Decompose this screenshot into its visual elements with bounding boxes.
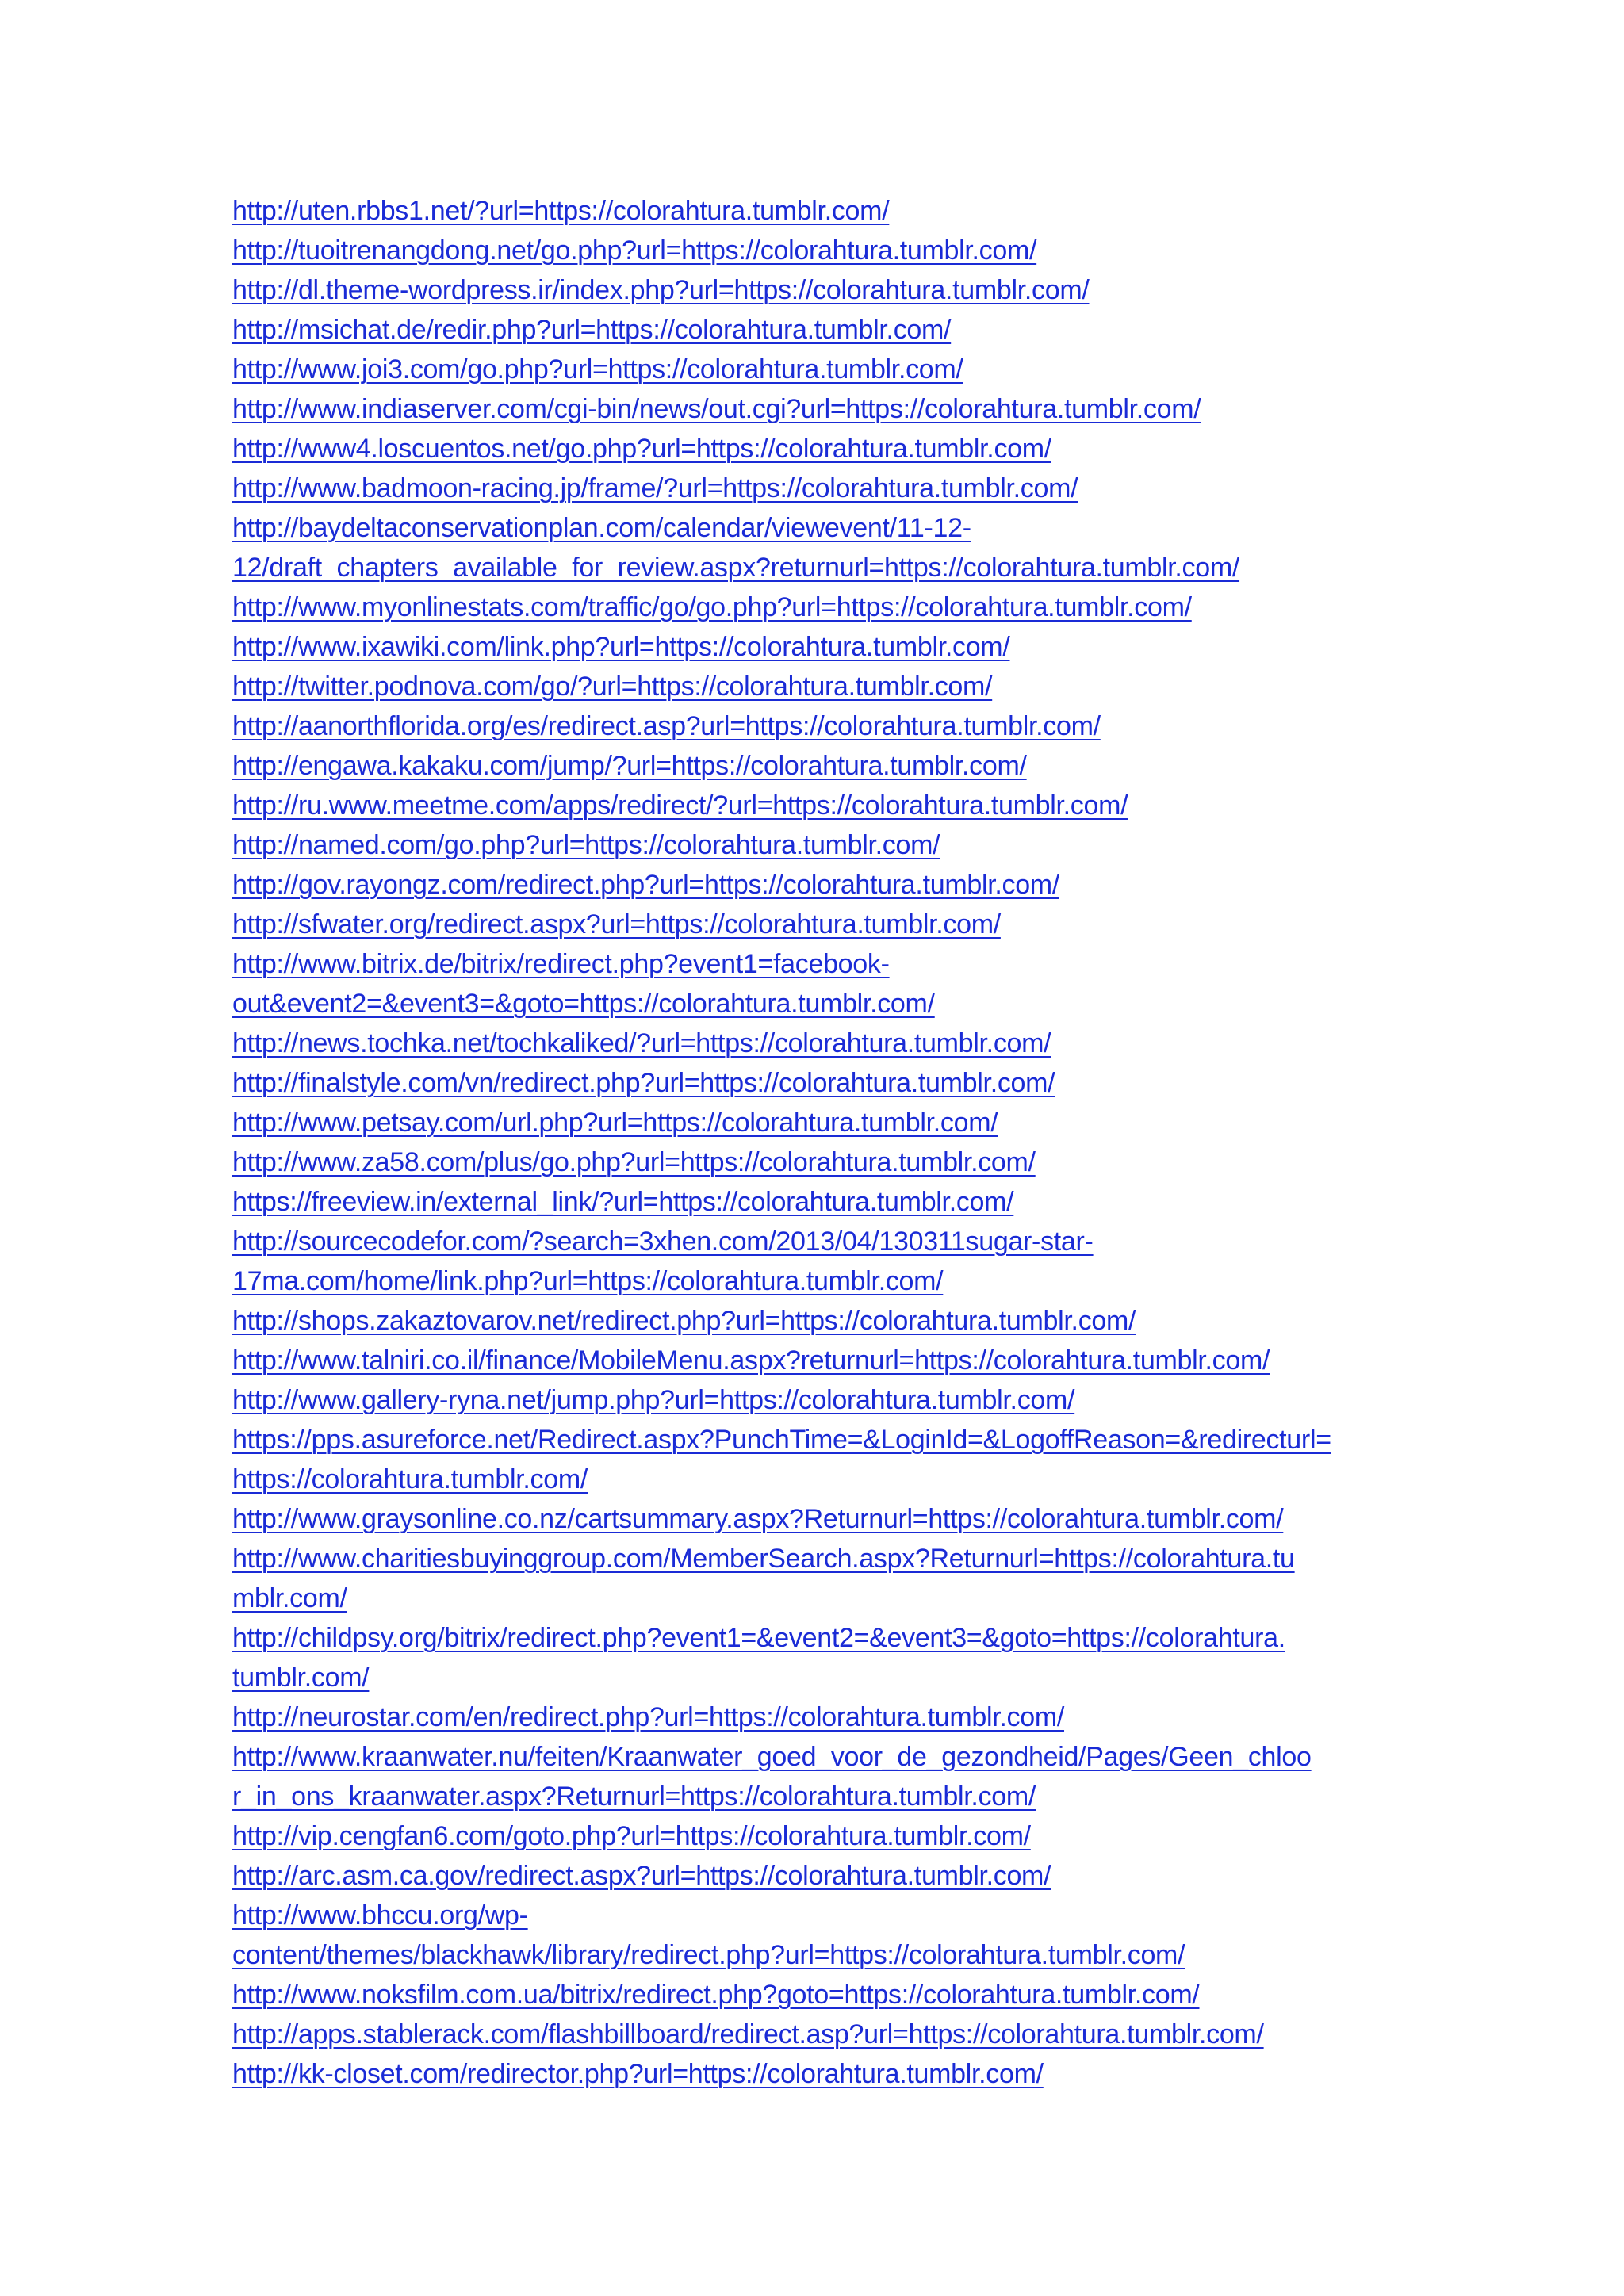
hyperlink[interactable] <box>232 905 1398 944</box>
list-item <box>232 1142 1398 1182</box>
hyperlink-text: https://freeview.in/external_link/?url=https://colorahtura.tumblr.com/ <box>232 1187 1014 1217</box>
list-item <box>232 191 1398 231</box>
hyperlink-text: http://finalstyle.com/vn/redirect.php?url=https://colorahtura.tumblr.com/ <box>232 1068 1055 1098</box>
list-item <box>232 1499 1398 1539</box>
list-item <box>232 746 1398 786</box>
list-item <box>232 1301 1398 1341</box>
link-list <box>232 191 1398 2094</box>
hyperlink[interactable] <box>232 1816 1398 1856</box>
hyperlink[interactable] <box>232 706 1398 746</box>
hyperlink-text: http://uten.rbbs1.net/?url=https://colorahtura.tumblr.com/ <box>232 196 890 226</box>
hyperlink-text: http://www.myonlinestats.com/traffic/go/go.php?url=https://colorahtura.tumblr.com/ <box>232 592 1192 622</box>
hyperlink-text: http://msichat.de/redir.php?url=https://colorahtura.tumblr.com/ <box>232 315 952 345</box>
hyperlink-text: http://www.ixawiki.com/link.php?url=https://colorahtura.tumblr.com/ <box>232 632 1010 662</box>
hyperlink[interactable] <box>232 469 1398 508</box>
hyperlink-text: http://www.badmoon-racing.jp/frame/?url=https://colorahtura.tumblr.com/ <box>232 473 1078 503</box>
hyperlink-text: http://www.petsay.com/url.php?url=https://colorahtura.tumblr.com/ <box>232 1108 998 1138</box>
hyperlink[interactable] <box>232 1697 1398 1737</box>
list-item <box>232 587 1398 627</box>
list-item <box>232 1816 1398 1856</box>
hyperlink-text: http://named.com/go.php?url=https://colorahtura.tumblr.com/ <box>232 830 940 860</box>
hyperlink[interactable] <box>232 1618 1398 1697</box>
hyperlink[interactable] <box>232 746 1398 786</box>
hyperlink-text: http://www.joi3.com/go.php?url=https://colorahtura.tumblr.com/ <box>232 354 963 385</box>
hyperlink-text: http://vip.cengfan6.com/goto.php?url=https://colorahtura.tumblr.com/ <box>232 1821 1031 1851</box>
list-item <box>232 350 1398 389</box>
hyperlink-text: https://pps.asureforce.net/Redirect.aspx?PunchTime=&LoginId=&LogoffReason=&redirecturl= <box>232 1425 1331 1455</box>
hyperlink-text: http://gov.rayongz.com/redirect.php?url=https://colorahtura.tumblr.com/ <box>232 870 1059 900</box>
list-item <box>232 944 1398 1024</box>
hyperlink[interactable] <box>232 389 1398 429</box>
hyperlink[interactable] <box>232 1301 1398 1341</box>
hyperlink[interactable] <box>232 2015 1398 2054</box>
hyperlink-text: http://sfwater.org/redirect.aspx?url=https://colorahtura.tumblr.com/ <box>232 909 1001 939</box>
hyperlink[interactable] <box>232 587 1398 627</box>
hyperlink-text: http://arc.asm.ca.gov/redirect.aspx?url=https://colorahtura.tumblr.com/ <box>232 1861 1051 1891</box>
hyperlink-text: http://www.charitiesbuyinggroup.com/MemberSearch.aspx?Returnurl=https://colorahtura.tu <box>232 1544 1295 1574</box>
list-item <box>232 1380 1398 1420</box>
hyperlink[interactable] <box>232 1856 1398 1896</box>
list-item <box>232 469 1398 508</box>
list-item <box>232 1024 1398 1063</box>
list-item <box>232 627 1398 667</box>
list-item <box>232 508 1398 587</box>
hyperlink[interactable] <box>232 786 1398 825</box>
hyperlink[interactable] <box>232 270 1398 310</box>
list-item <box>232 1896 1398 1975</box>
list-item <box>232 905 1398 944</box>
hyperlink-text: http://shops.zakaztovarov.net/redirect.php?url=https://colorahtura.tumblr.com/ <box>232 1306 1136 1336</box>
hyperlink-text: http://www4.loscuentos.net/go.php?url=https://colorahtura.tumblr.com/ <box>232 434 1051 464</box>
hyperlink-text: http://dl.theme-wordpress.ir/index.php?url=https://colorahtura.tumblr.com/ <box>232 275 1090 305</box>
list-item <box>232 1539 1398 1618</box>
hyperlink[interactable] <box>232 1024 1398 1063</box>
list-item <box>232 231 1398 270</box>
list-item <box>232 2015 1398 2054</box>
hyperlink[interactable] <box>232 191 1398 231</box>
hyperlink-text: http://childpsy.org/bitrix/redirect.php?event1=&event2=&event3=&goto=https://colorahtura. <box>232 1623 1285 1653</box>
hyperlink[interactable] <box>232 1103 1398 1142</box>
hyperlink-text: http://www.bitrix.de/bitrix/redirect.php?event1=facebook- <box>232 949 890 979</box>
list-item <box>232 706 1398 746</box>
hyperlink-text: http://www.graysonline.co.nz/cartsummary.aspx?Returnurl=https://colorahtura.tumblr.com/ <box>232 1504 1284 1534</box>
list-item <box>232 1737 1398 1816</box>
hyperlink[interactable] <box>232 1896 1398 1975</box>
hyperlink[interactable] <box>232 1063 1398 1103</box>
hyperlink-text: 12/draft_chapters_available_for_review.aspx?returnurl=https://colorahtura.tumblr.com/ <box>232 553 1240 583</box>
hyperlink[interactable] <box>232 310 1398 350</box>
list-item <box>232 1697 1398 1737</box>
hyperlink[interactable] <box>232 1142 1398 1182</box>
list-item <box>232 1103 1398 1142</box>
hyperlink-text: http://aanorthflorida.org/es/redirect.asp?url=https://colorahtura.tumblr.com/ <box>232 711 1101 741</box>
hyperlink-text: http://engawa.kakaku.com/jump/?url=https://colorahtura.tumblr.com/ <box>232 751 1027 781</box>
hyperlink-text: http://baydeltaconservationplan.com/calendar/viewevent/11-12- <box>232 513 971 543</box>
hyperlink[interactable] <box>232 508 1398 587</box>
hyperlink-text: http://www.noksfilm.com.ua/bitrix/redirect.php?goto=https://colorahtura.tumblr.com/ <box>232 1980 1200 2010</box>
hyperlink-text: http://www.kraanwater.nu/feiten/Kraanwater_goed_voor_de_gezondheid/Pages/Geen_chloo <box>232 1742 1312 1772</box>
hyperlink-text: https://colorahtura.tumblr.com/ <box>232 1464 588 1494</box>
list-item <box>232 1222 1398 1301</box>
hyperlink[interactable] <box>232 944 1398 1024</box>
list-item <box>232 1856 1398 1896</box>
list-item <box>232 389 1398 429</box>
hyperlink-text: http://www.indiaserver.com/cgi-bin/news/out.cgi?url=https://colorahtura.tumblr.com/ <box>232 394 1201 424</box>
hyperlink[interactable] <box>232 1499 1398 1539</box>
hyperlink-text: http://neurostar.com/en/redirect.php?url=https://colorahtura.tumblr.com/ <box>232 1702 1065 1732</box>
list-item <box>232 2054 1398 2094</box>
list-item <box>232 865 1398 905</box>
hyperlink[interactable] <box>232 825 1398 865</box>
hyperlink[interactable] <box>232 429 1398 469</box>
hyperlink[interactable] <box>232 1975 1398 2015</box>
hyperlink[interactable] <box>232 1222 1398 1301</box>
list-item <box>232 429 1398 469</box>
hyperlink-text: http://tuoitrenangdong.net/go.php?url=https://colorahtura.tumblr.com/ <box>232 235 1037 266</box>
list-item <box>232 667 1398 706</box>
hyperlink-text: http://www.bhccu.org/wp- <box>232 1900 528 1931</box>
hyperlink[interactable] <box>232 865 1398 905</box>
hyperlink-text: http://ru.www.meetme.com/apps/redirect/?url=https://colorahtura.tumblr.com/ <box>232 790 1128 821</box>
list-item <box>232 1182 1398 1222</box>
hyperlink[interactable] <box>232 231 1398 270</box>
hyperlink-text: out&event2=&event3=&goto=https://colorahtura.tumblr.com/ <box>232 989 935 1019</box>
hyperlink[interactable] <box>232 627 1398 667</box>
hyperlink[interactable] <box>232 1341 1398 1380</box>
list-item <box>232 1618 1398 1697</box>
hyperlink-text: http://news.tochka.net/tochkaliked/?url=https://colorahtura.tumblr.com/ <box>232 1028 1051 1058</box>
hyperlink[interactable] <box>232 1420 1398 1499</box>
hyperlink-text: content/themes/blackhawk/library/redirect.php?url=https://colorahtura.tumblr.com/ <box>232 1940 1185 1970</box>
hyperlink-text: tumblr.com/ <box>232 1663 370 1693</box>
hyperlink-text: http://kk-closet.com/redirector.php?url=https://colorahtura.tumblr.com/ <box>232 2059 1044 2089</box>
hyperlink[interactable] <box>232 1380 1398 1420</box>
list-item <box>232 1341 1398 1380</box>
list-item <box>232 825 1398 865</box>
hyperlink-text: http://www.talniri.co.il/finance/MobileMenu.aspx?returnurl=https://colorahtura.tumblr.com/ <box>232 1345 1270 1376</box>
list-item <box>232 1420 1398 1499</box>
list-item <box>232 786 1398 825</box>
hyperlink[interactable] <box>232 350 1398 389</box>
hyperlink-text: http://www.gallery-ryna.net/jump.php?url=https://colorahtura.tumblr.com/ <box>232 1385 1075 1415</box>
hyperlink-text: mblr.com/ <box>232 1583 347 1613</box>
hyperlink[interactable] <box>232 1539 1398 1618</box>
hyperlink[interactable] <box>232 2054 1398 2094</box>
hyperlink-text: r_in_ons_kraanwater.aspx?Returnurl=https://colorahtura.tumblr.com/ <box>232 1781 1036 1812</box>
hyperlink-text: http://sourcecodefor.com/?search=3xhen.com/2013/04/130311sugar-star- <box>232 1226 1094 1257</box>
list-item <box>232 270 1398 310</box>
hyperlink[interactable] <box>232 1737 1398 1816</box>
hyperlink-text: 17ma.com/home/link.php?url=https://colorahtura.tumblr.com/ <box>232 1266 944 1296</box>
list-item <box>232 1975 1398 2015</box>
hyperlink-text: http://twitter.podnova.com/go/?url=https://colorahtura.tumblr.com/ <box>232 672 993 702</box>
hyperlink-text: http://www.za58.com/plus/go.php?url=https://colorahtura.tumblr.com/ <box>232 1147 1036 1177</box>
hyperlink[interactable] <box>232 667 1398 706</box>
hyperlink[interactable] <box>232 1182 1398 1222</box>
list-item <box>232 310 1398 350</box>
hyperlink-text: http://apps.stablerack.com/flashbillboard/redirect.asp?url=https://colorahtura.tumblr.com/ <box>232 2019 1264 2049</box>
list-item <box>232 1063 1398 1103</box>
